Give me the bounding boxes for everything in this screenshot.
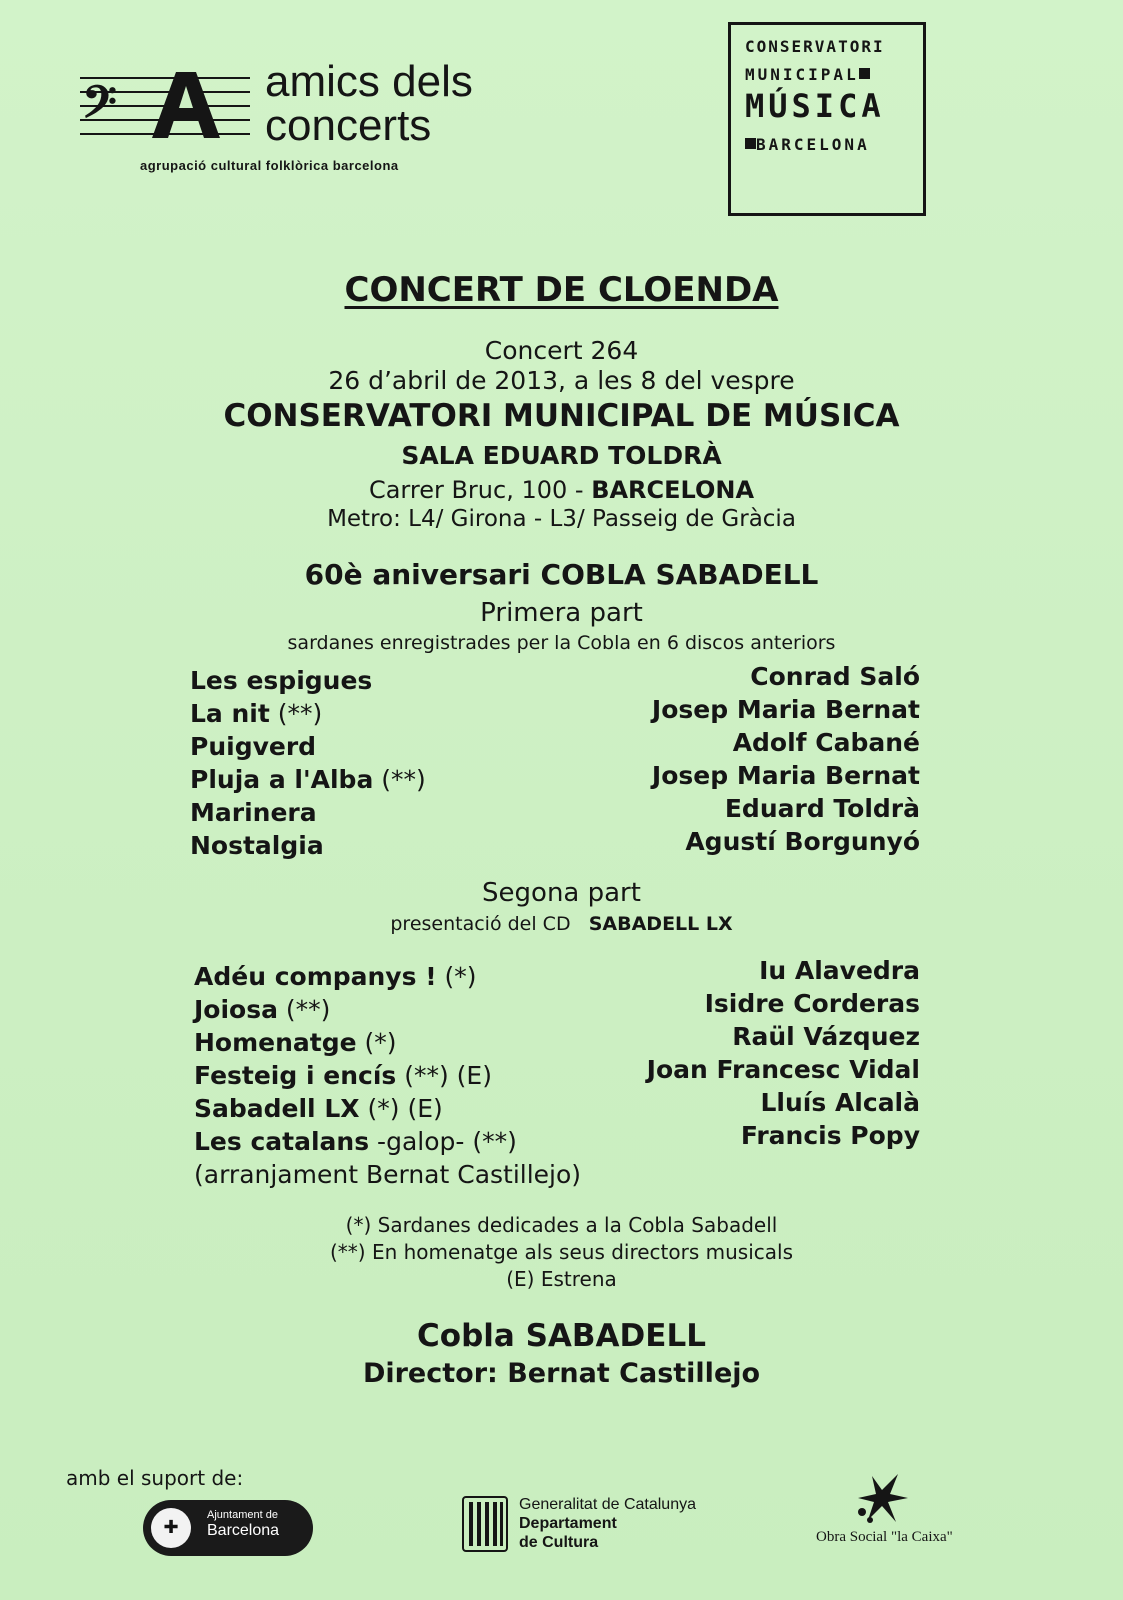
piece-title: Adéu companys ! <box>194 962 437 991</box>
venue: CONSERVATORI MUNICIPAL DE MÚSICA <box>223 398 900 434</box>
cons-line4: BARCELONA <box>756 135 870 154</box>
piece-note: (*) (E) <box>359 1094 443 1123</box>
amics-wordmark <box>265 57 473 150</box>
piece-title: Puigverd <box>190 732 317 761</box>
cons-line1: CONSERVATORI <box>745 37 885 56</box>
piece-title: La nit <box>190 699 270 728</box>
composer: Conrad Saló <box>750 662 920 691</box>
bass-clef-a-icon <box>80 70 250 142</box>
la-caixa-star-icon <box>852 1472 916 1526</box>
composer: Josep Maria Bernat <box>651 695 920 724</box>
city: BARCELONA <box>591 476 755 504</box>
piece-title: Homenatge <box>194 1028 357 1057</box>
piece-note: (**) <box>269 699 323 728</box>
cons-line4-wrap <box>745 135 870 154</box>
la-caixa-text: Obra Social "la Caixa" <box>816 1529 953 1545</box>
part1-heading: Primera part <box>480 598 643 628</box>
composer: Francis Popy <box>740 1121 920 1150</box>
performer: Cobla SABADELL <box>417 1318 706 1354</box>
barcelona-shield-icon: ✚ <box>151 1508 191 1548</box>
cd-name: SABADELL LX <box>588 913 733 935</box>
piece-title: Sabadell LX <box>194 1094 360 1123</box>
list-item <box>190 765 426 798</box>
piece-note: -galop- (**) <box>369 1127 517 1156</box>
composer: Iu Alavedra <box>759 956 920 985</box>
cons-line2-wrap <box>745 65 870 84</box>
address <box>0 476 1123 504</box>
list-item <box>194 995 581 1028</box>
amics-dels-concerts-logo <box>80 58 520 178</box>
note-line: (**) En homenatge als seus directors musicals <box>329 1240 793 1264</box>
square-icon <box>859 68 870 79</box>
arrangement-note: (arranjament Bernat Castillejo) <box>194 1160 582 1189</box>
piece-note: (*) <box>356 1028 397 1057</box>
part2-composers <box>560 956 920 1154</box>
piece-title: Marinera <box>190 798 317 827</box>
part1-subtitle: sardanes enregistrades per la Cobla en 6 discos anteriors <box>287 632 836 654</box>
piece-note: (**) <box>373 765 426 794</box>
hall: SALA EDUARD TOLDRÀ <box>401 441 722 470</box>
wordmark-line2: concerts <box>265 101 432 150</box>
square-icon <box>745 138 756 149</box>
director: Director: Bernat Castillejo <box>362 1358 761 1389</box>
composer: Adolf Cabané <box>732 728 920 757</box>
page-title: CONCERT DE CLOENDA <box>344 270 779 310</box>
note-line: (*) Sardanes dedicades a la Cobla Sabadell <box>345 1213 778 1237</box>
amics-tagline: agrupació cultural folklòrica barcelona <box>140 158 399 173</box>
piece-note: (**) <box>277 995 331 1024</box>
list-item <box>194 1028 581 1061</box>
list-item <box>190 831 426 864</box>
cons-line3: MÚSICA <box>745 87 885 125</box>
piece-title: Les espigues <box>190 666 373 695</box>
piece-title: Pluja a l'Alba <box>190 765 374 794</box>
composer: Agustí Borgunyó <box>685 827 920 856</box>
part1-titles <box>190 666 426 864</box>
wordmark-line1: amics dels <box>265 57 473 106</box>
part2-subtitle-prefix: presentació del CD <box>390 913 571 935</box>
svg-text:𝄢: 𝄢 <box>82 75 117 139</box>
note-line: (E) Estrena <box>506 1267 617 1291</box>
composer: Josep Maria Bernat <box>651 761 920 790</box>
composer: Isidre Corderas <box>704 989 920 1018</box>
generalitat-line3: de Cultura <box>519 1534 599 1551</box>
composer: Joan Francesc Vidal <box>646 1055 920 1084</box>
legend-notes <box>0 1212 1123 1293</box>
list-item <box>190 699 426 732</box>
cons-line2: MUNICIPAL <box>745 65 859 84</box>
la-caixa-logo <box>812 1472 972 1562</box>
part2-heading: Segona part <box>482 878 641 908</box>
piece-title: Nostalgia <box>190 831 324 860</box>
composer: Raül Vázquez <box>732 1022 920 1051</box>
ajuntament-logo <box>143 1500 313 1556</box>
conservatori-logo <box>728 22 926 216</box>
piece-note: (*) <box>436 962 477 991</box>
ajuntament-line1: Ajuntament de <box>207 1509 278 1521</box>
part1-composers <box>560 662 920 860</box>
piece-note: (**) (E) <box>396 1061 492 1090</box>
date-time: 26 d’abril de 2013, a les 8 del vespre <box>328 366 795 395</box>
list-item <box>194 1094 581 1127</box>
list-item <box>194 1127 581 1160</box>
composer: Lluís Alcalà <box>760 1088 920 1117</box>
list-item <box>194 962 581 995</box>
generalitat-emblem-icon <box>462 1496 508 1552</box>
generalitat-logo <box>462 1494 752 1560</box>
part2-subtitle <box>0 913 1123 935</box>
piece-title: Festeig i encís <box>194 1061 397 1090</box>
piece-title: Joiosa <box>194 995 278 1024</box>
ajuntament-line2: Barcelona <box>207 1522 280 1539</box>
part2-titles <box>194 962 581 1193</box>
support-label: amb el suport de: <box>66 1466 244 1490</box>
metro: Metro: L4/ Girona - L3/ Passeig de Gràcia <box>327 506 796 532</box>
list-item <box>190 666 426 699</box>
generalitat-line2: Departament <box>519 1515 617 1532</box>
generalitat-line1: Generalitat de Catalunya <box>519 1496 696 1513</box>
composer: Eduard Toldrà <box>724 794 920 823</box>
piece-title: Les catalans <box>194 1127 370 1156</box>
street: Carrer Bruc, 100 - <box>368 476 584 504</box>
list-item <box>194 1061 581 1094</box>
list-item <box>190 798 426 831</box>
anniversary-heading: 60è aniversari COBLA SABADELL <box>304 558 819 591</box>
concert-number: Concert 264 <box>484 336 639 365</box>
list-item <box>190 732 426 765</box>
